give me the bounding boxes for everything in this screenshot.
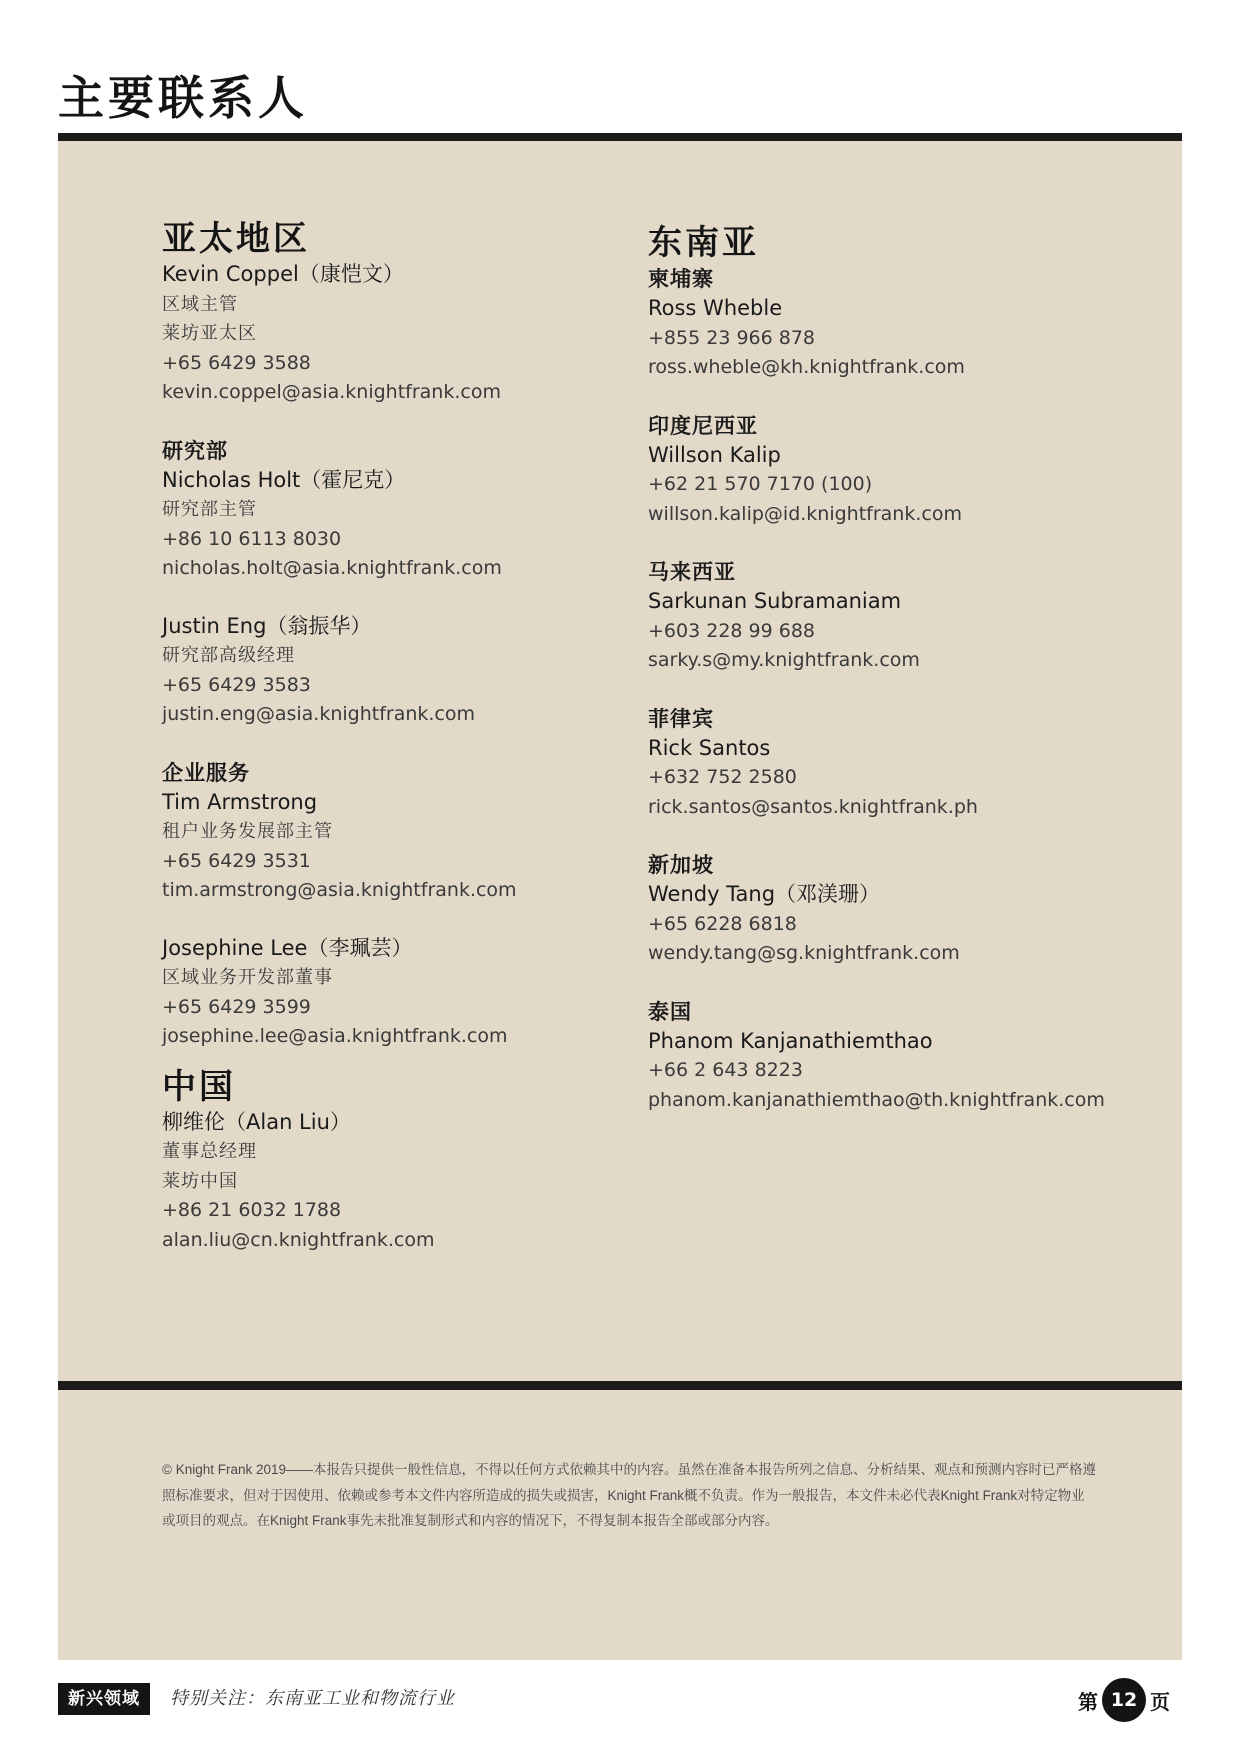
top-divider <box>58 133 1182 141</box>
contact-phone: +65 6429 3531 <box>162 849 311 872</box>
department-heading: 企业服务 <box>162 760 250 785</box>
contact-email[interactable]: rick.santos@santos.knightfrank.ph <box>648 795 978 818</box>
contact-name: 柳维伦（Alan Liu） <box>162 1109 351 1134</box>
contact-name: Phanom Kanjanathiemthao <box>648 1028 933 1053</box>
contact-corporate <box>162 758 642 906</box>
contact-name: Willson Kalip <box>648 442 781 467</box>
contact-role: 区域业务开发部董事 <box>162 967 333 988</box>
contact-research-2 <box>162 612 642 730</box>
footer-subtitle: 特别关注：东南亚工业和物流行业 <box>170 1688 455 1709</box>
contact-malaysia <box>648 557 1168 676</box>
page-number <box>1078 1678 1170 1722</box>
contact-email[interactable]: sarky.s@my.knightfrank.com <box>648 649 920 671</box>
contact-phone: +65 6429 3588 <box>162 351 311 374</box>
contact-email[interactable]: ross.wheble@kh.knightfrank.com <box>648 356 965 378</box>
contact-name: Ross Wheble <box>648 296 783 320</box>
country-heading: 马来西亚 <box>648 560 736 584</box>
department-heading: 研究部 <box>162 438 228 463</box>
contact-email[interactable]: tim.armstrong@asia.knightfrank.com <box>162 879 517 901</box>
country-heading: 新加坡 <box>648 853 714 877</box>
contact-email[interactable]: justin.eng@asia.knightfrank.com <box>162 703 476 725</box>
region-heading: 东南亚 <box>648 223 759 263</box>
contact-name: Josephine Lee（李珮芸） <box>162 935 413 960</box>
contact-role: 研究部主管 <box>162 499 257 520</box>
country-heading: 印度尼西亚 <box>648 413 758 438</box>
contact-name: Rick Santos <box>648 735 771 760</box>
right-column <box>648 222 1168 1143</box>
contact-cambodia <box>648 264 1168 383</box>
contact-name: Justin Eng（翁振华） <box>162 613 372 638</box>
page-prefix: 第 <box>1078 1689 1098 1714</box>
contact-name: Wendy Tang（邓渼珊） <box>648 882 881 906</box>
contact-indonesia <box>648 411 1168 530</box>
contact-name: Nicholas Holt（霍尼克） <box>162 467 406 492</box>
country-heading: 泰国 <box>648 999 692 1024</box>
contact-corporate-2 <box>162 934 642 1052</box>
contact-name: Kevin Coppel（康恺文） <box>162 262 404 286</box>
contact-email[interactable]: nicholas.holt@asia.knightfrank.com <box>162 557 502 579</box>
contact-email[interactable]: alan.liu@cn.knightfrank.com <box>162 1228 435 1251</box>
contact-role: 区域主管 <box>162 293 238 315</box>
contact-phone: +86 21 6032 1788 <box>162 1199 342 1221</box>
contact-role: 董事总经理 <box>162 1141 257 1162</box>
contact-email[interactable]: willson.kalip@id.knightfrank.com <box>648 502 962 525</box>
contact-phone: +65 6429 3599 <box>162 995 311 1018</box>
contact-phone: +603 228 99 688 <box>648 619 816 642</box>
contact-email[interactable]: wendy.tang@sg.knightfrank.com <box>648 942 960 964</box>
middle-divider <box>58 1381 1182 1390</box>
contact-china <box>162 1066 642 1256</box>
page-suffix: 页 <box>1150 1689 1170 1714</box>
contact-phone: +66 2 643 8223 <box>648 1059 803 1081</box>
contact-email[interactable]: josephine.lee@asia.knightfrank.com <box>162 1025 508 1047</box>
contact-phone: +65 6429 3583 <box>162 673 311 696</box>
contact-email[interactable]: kevin.coppel@asia.knightfrank.com <box>162 381 501 403</box>
contact-email[interactable]: phanom.kanjanathiemthao@th.knightfrank.com <box>648 1088 1105 1111</box>
region-heading: 亚太地区 <box>162 219 310 259</box>
contact-phone: +65 6228 6818 <box>648 912 797 935</box>
contact-role: 研究部高级经理 <box>162 645 295 666</box>
contact-research <box>162 436 642 584</box>
contact-thailand <box>648 997 1168 1116</box>
contact-philippines <box>648 704 1168 823</box>
contact-singapore <box>648 850 1168 969</box>
contact-phone: +855 23 966 878 <box>648 326 816 349</box>
region-heading: 中国 <box>162 1066 236 1107</box>
disclaimer-text: © Knight Frank 2019——本报告只提供一般性信息，不得以任何方式依赖其中的内容。虽然在准备本报告所列之信息、分析结果、观点和预测内容时已严格遵照标准要求，但对于因使用、依赖或参考本文件内容所造成的损失或损害，Knight Frank概不负责。作为一般报告，本文件未必代表Knight Frank对特定物业或项目的观点。在Knight Frank事先未批准复制形式和内容的情况下，不得复制本报告全部或部分内容。 <box>162 1462 1097 1528</box>
contact-office: 莱坊亚太区 <box>162 323 257 344</box>
page-number-circle: 12 <box>1102 1678 1146 1722</box>
contact-role: 租户业务发展部主管 <box>162 821 333 842</box>
contact-office: 莱坊中国 <box>162 1170 238 1192</box>
contact-apac <box>162 218 642 408</box>
contact-name: Tim Armstrong <box>162 789 318 814</box>
footer-section-tag: 新兴领域 <box>58 1683 150 1715</box>
contact-name: Sarkunan Subramaniam <box>648 589 902 613</box>
contact-phone: +632 752 2580 <box>648 766 797 788</box>
page-title: 主要联系人 <box>58 71 308 125</box>
contact-phone: +86 10 6113 8030 <box>162 527 342 550</box>
country-heading: 菲律宾 <box>648 706 714 731</box>
left-column <box>162 218 642 1283</box>
country-heading: 柬埔寨 <box>648 267 714 291</box>
contact-phone: +62 21 570 7170 (100) <box>648 473 873 495</box>
